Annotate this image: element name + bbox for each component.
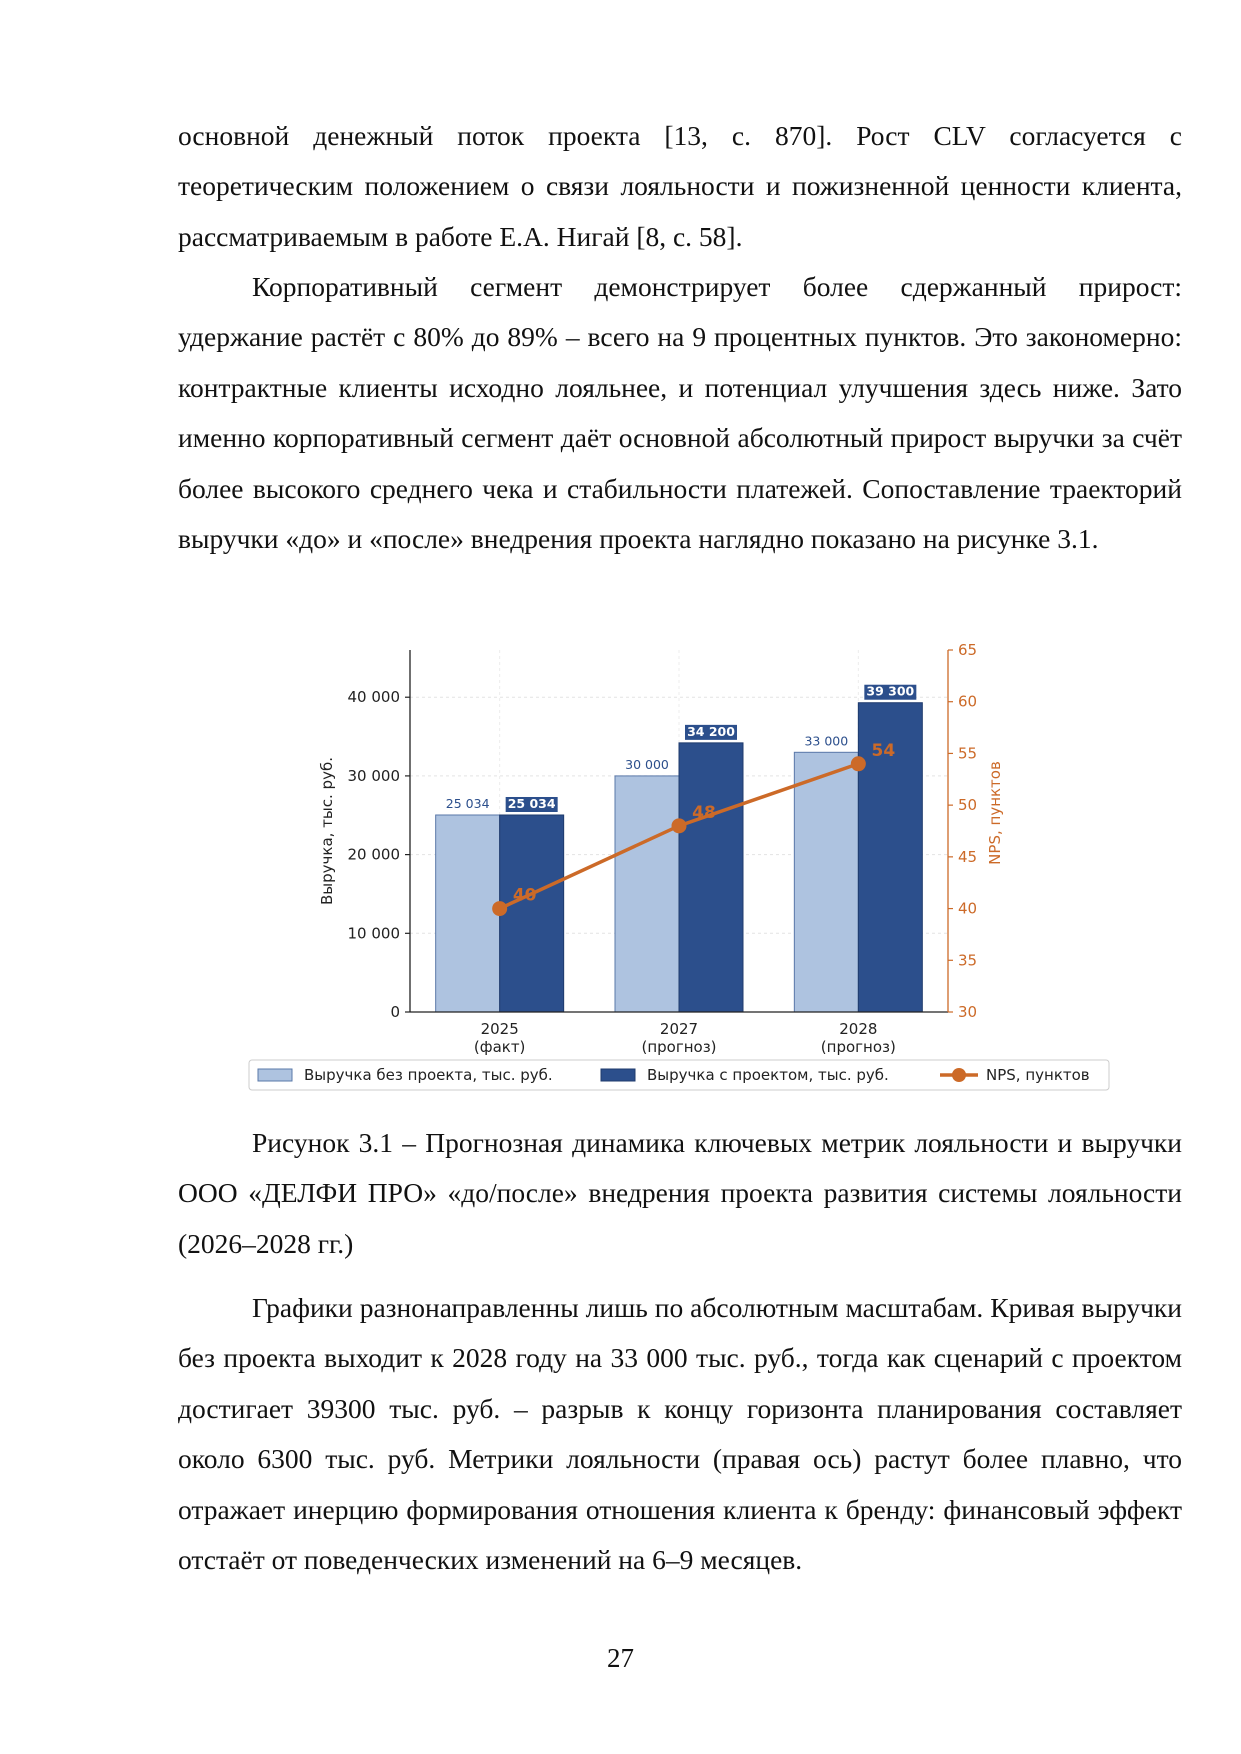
nps-point (492, 901, 507, 916)
y-tick-label: 10 000 (347, 924, 400, 943)
legend-swatch-marker (952, 1068, 966, 1082)
y-axis-label: Выручка, тыс. руб. (318, 757, 336, 905)
y2-tick-label: 55 (958, 744, 978, 763)
y2-tick-label: 30 (958, 1003, 978, 1021)
nps-point (672, 818, 687, 833)
y-tick-label: 0 (390, 1003, 400, 1021)
bar-value-label: 25 034 (507, 795, 556, 811)
x-tick-label: (факт) (473, 1038, 526, 1056)
legend-label: Выручка без проекта, тыс. руб. (304, 1066, 553, 1084)
nps-value-label: 48 (692, 802, 716, 823)
figure-caption: Рисунок 3.1 – Прогнозная динамика ключевых метрик лояльности и выручки ООО «ДЕЛФИ ПРО» «до/после» внедрения проекта развития системы лояльности (2026–2028 гг.) (178, 1127, 1182, 1259)
text-block-2 (178, 262, 1182, 564)
y2-tick-label: 60 (958, 692, 978, 711)
bar-without-project (615, 776, 679, 1012)
bar-without-project (794, 752, 858, 1012)
bar-value-label: 25 034 (445, 795, 490, 811)
nps-point (851, 756, 866, 771)
page-number: 27 (607, 1643, 634, 1673)
figure-caption-block (178, 1118, 1182, 1269)
legend-label: Выручка с проектом, тыс. руб. (647, 1066, 889, 1084)
bar-with-project (500, 815, 564, 1012)
legend-swatch (601, 1069, 635, 1081)
text-block-3 (178, 1283, 1182, 1585)
text-block-1 (178, 111, 1182, 262)
x-tick-label: 2027 (659, 1020, 699, 1038)
y-tick-label: 40 000 (347, 688, 400, 707)
y2-axis-label: NPS, пунктов (986, 761, 1004, 865)
paragraph: Корпоративный сегмент демонстрирует более сдержанный прирост: удержание растёт с 80% до 89% – всего на 9 процентных пунктов. Это закономерно: контрактные клиенты исходно лояльнее, и потенциал улучшения здесь ниже. Зато именно корпоративный сегмент даёт основной абсолютный прирост выручки за счёт более высокого среднего чека и стабильности платежей. Сопоставление траекторий выручки «до» и «после» внедрения проекта наглядно показано на рисунке 3.1. (178, 271, 1182, 555)
revenue-nps-chart (248, 640, 1118, 1096)
x-tick-label: 2028 (839, 1020, 878, 1038)
x-tick-label: (прогноз) (641, 1038, 717, 1056)
bar-value-label: 30 000 (625, 756, 669, 772)
legend-swatch (258, 1069, 292, 1081)
y-tick-label: 20 000 (347, 845, 400, 864)
y2-tick-label: 40 (958, 899, 978, 918)
nps-value-label: 54 (871, 740, 896, 761)
paragraph: Графики разнонаправленны лишь по абсолютным масштабам. Кривая выручки без проекта выходит к 2028 году на 33 000 тыс. руб., тогда как сценарий с проектом достигает 39300 тыс. руб. – разрыв к концу горизонта планирования составляет около 6300 тыс. руб. Метрики лояльности (правая ось) растут более плавно, что отражает инерцию формирования отношения клиента к бренду: финансовый эффект отстаёт от поведенческих изменений на 6–9 месяцев. (178, 1292, 1182, 1576)
y2-tick-label: 65 (958, 641, 978, 659)
legend-label: NPS, пунктов (986, 1066, 1090, 1084)
bar-value-label: 33 000 (804, 733, 849, 749)
nps-value-label: 40 (512, 885, 537, 906)
paragraph: основной денежный поток проекта [13, с. 870]. Рост CLV согласуется с теоретическим положением о связи лояльности и пожизненной ценности клиента, рассматриваемым в работе Е.А. Нигай [8, с. 58]. (178, 120, 1182, 252)
x-tick-label: 2025 (480, 1020, 519, 1038)
figure (248, 640, 1118, 1096)
y2-tick-label: 35 (958, 951, 978, 970)
bar-value-label: 39 300 (866, 683, 915, 699)
y2-tick-label: 50 (958, 796, 978, 815)
x-tick-label: (прогноз) (820, 1038, 896, 1056)
bar-without-project (436, 815, 500, 1012)
y2-tick-label: 45 (958, 847, 978, 866)
bar-with-project (679, 743, 743, 1012)
bar-value-label: 34 200 (687, 723, 735, 739)
y-tick-label: 30 000 (347, 766, 400, 785)
